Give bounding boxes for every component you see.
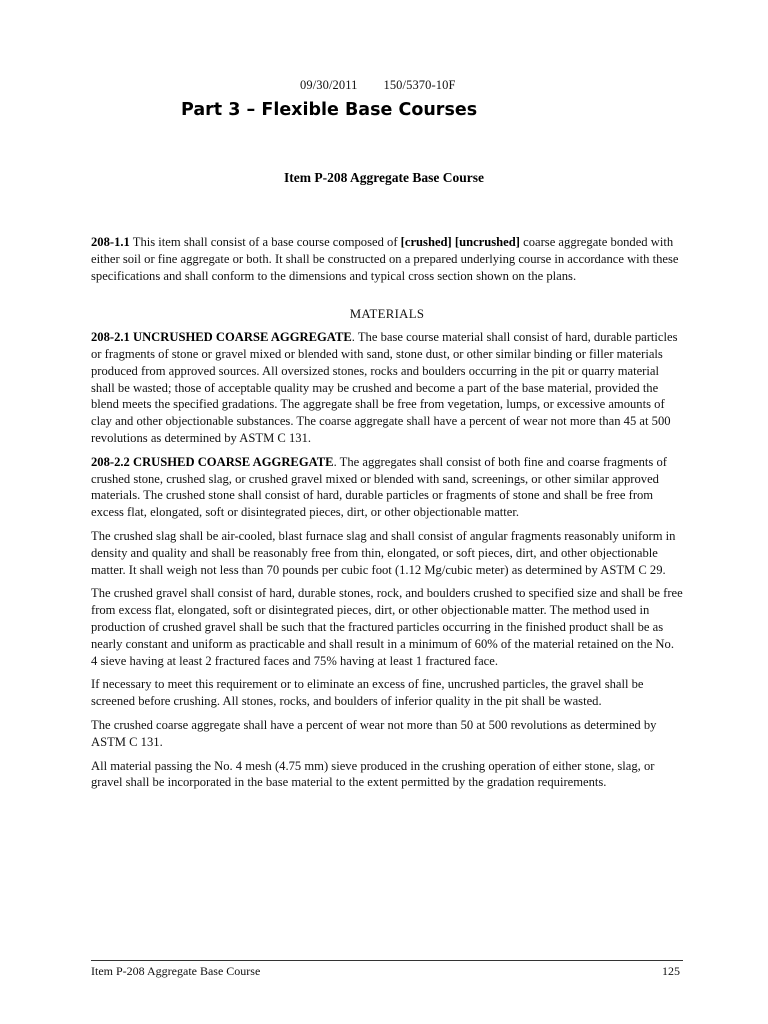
header-doc-number: 150/5370-10F [383,78,456,92]
section-heading: 208-2.1 UNCRUSHED COARSE AGGREGATE [91,330,352,345]
section-text: . The aggregates shall consist of both fine and coarse fragments of crushed stone, crushed slag, or crushed gravel mixed or blended with sand, screenings, or other similar approved materials. The crushed stone shall consist of hard, durable particles or fragments of stone and shall be free from excess flat, elongated, soft or disintegrated pieces, dirt, or other objectionable matter. [91,454,667,520]
section-208-1-1 [91,234,683,284]
section-text: coarse aggregate bonded with either soil or fine aggregate or both. It shall be constructed on a prepared underlying course in accordance with these specifications and shall conform to the dimensions and typical cross section shown on the plans. [91,235,679,283]
bracket-options: [crushed] [uncrushed] [400,235,520,249]
section-heading: 208-2.2 CRUSHED COARSE AGGREGATE [91,454,334,469]
section-208-2-2 [91,454,683,521]
section-text: . The base course material shall consist of hard, durable particles or fragments of stone or gravel mixed or blended with sand, stone dust, or other similar binding or filler materials produced from approved sources. All oversized stones, rocks and boulders occurring in the pit or quarry material shall be wasted; those of acceptable quality may be crushed and become a part of the base material, provided the blend meets the specified gradations. The aggregate shall be free from vegetation, lumps, or excessive amounts of clay and other objectionable substances. The coarse aggregate shall have a percent of wear not more than 45 at 500 revolutions as determined by ASTM C 131. [91,330,678,445]
footer-item-title: Item P-208 Aggregate Base Course [91,964,261,978]
document-body [91,234,683,798]
footer-rule [91,960,683,961]
paragraph-crushed-gravel: The crushed gravel shall consist of hard, durable stones, rock, and boulders crushed to specified size and shall be free from excess flat, elongated, soft or disintegrated pieces, dirt, or other objectionable matter. The method used in production of crushed gravel shall be such that the fractured particles occurring in the finished product shall be as nearly constant and uniform as practicable and shall result in a minimum of 60% of the material retained on the No. 4 sieve having at least 2 fractured faces and 75% having at least 1 fractured face. [91,586,683,668]
header-date: 09/30/2011 [300,78,358,92]
section-number: 208-1.1 [91,235,130,249]
part-title: Part 3 – Flexible Base Courses [181,100,478,120]
section-208-2-1 [91,329,683,447]
page-number: 125 [662,964,680,978]
paragraph-crushed-slag: The crushed slag shall be air-cooled, blast furnace slag and shall consist of angular fragments reasonably uniform in density and quality and shall be reasonably free from thin, elongated, or soft pieces, dirt, and other objectionable matter. It shall weigh not less than 70 pounds per cubic foot (1.12 Mg/cubic meter) as determined by ASTM C 29. [91,528,676,577]
section-text: This item shall consist of a base course composed of [132,235,398,249]
paragraph-no4-mesh: All material passing the No. 4 mesh (4.75 mm) sieve produced in the crushing operation of either stone, slag, or gravel shall be incorporated in the base material to the extent permitted by the gradation requirements. [91,758,655,790]
materials-heading: MATERIALS [349,307,425,322]
paragraph-screening: If necessary to meet this requirement or to eliminate an excess of fine, uncrushed particles, the gravel shall be screened before crushing. All stones, rocks, and boulders of inferior quality in the pit shall be wasted. [91,677,644,709]
document-header [300,78,456,93]
paragraph-wear: The crushed coarse aggregate shall have a percent of wear not more than 50 at 500 revolutions as determined by ASTM C 131. [91,717,657,749]
item-title: Item P-208 Aggregate Base Course [284,170,484,185]
